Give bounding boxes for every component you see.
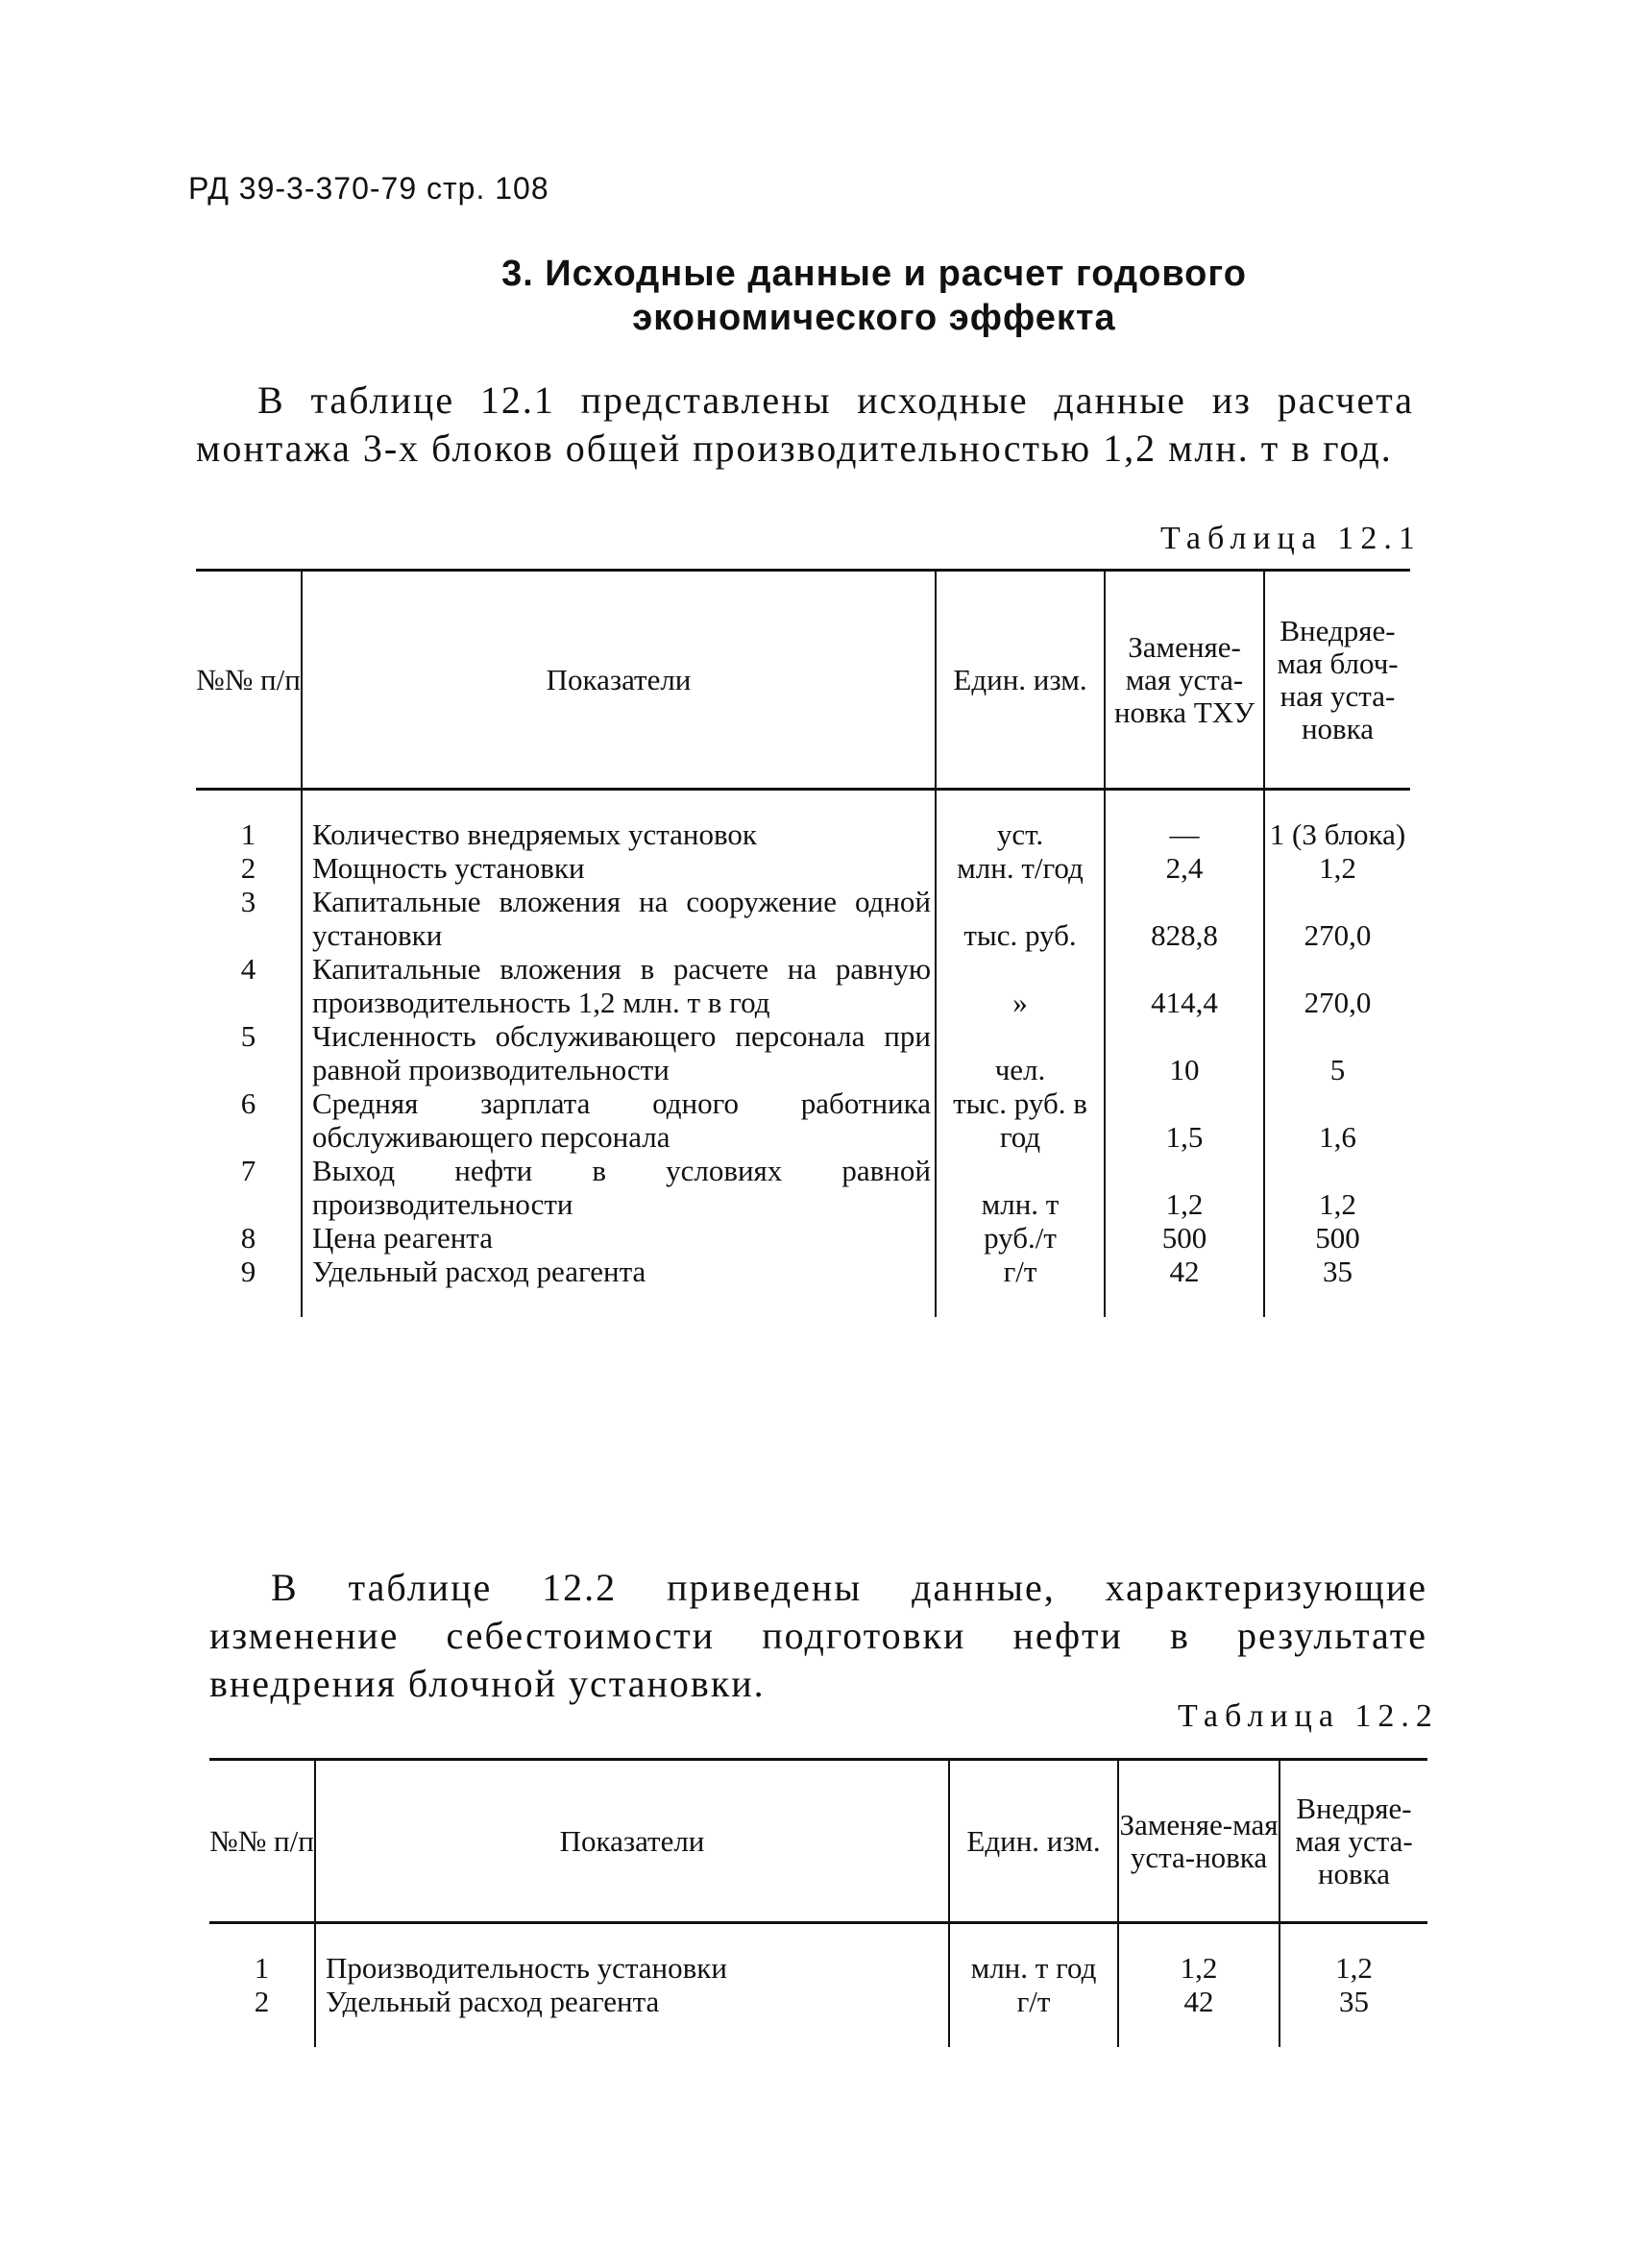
- cell-old: 2,4: [1105, 851, 1264, 885]
- cell-unit: чел.: [936, 1019, 1105, 1086]
- cell-new: 35: [1280, 1985, 1427, 2018]
- header-new: Внедряе-мая блоч-ная уста-новка: [1264, 571, 1410, 790]
- cell-unit: г/т: [949, 1985, 1118, 2018]
- cell-new: 35: [1264, 1255, 1410, 1288]
- table-2-caption: Таблица 12.2: [1178, 1698, 1439, 1734]
- cell-old: 414,4: [1105, 952, 1264, 1019]
- table-row: [196, 885, 1410, 952]
- intro-paragraph: В таблице 12.1 представлены исходные данные из расчета монтажа 3-х блоков общей производительностью 1,2 млн. т в год.: [196, 378, 1414, 470]
- header-name: Показатели: [302, 571, 936, 790]
- table-1-header-row: [196, 571, 1410, 790]
- section-title-line-1: 3. Исходные данные и расчет годового: [501, 254, 1247, 294]
- cell-name: Средняя зарплата одного работника обслуживающего персонала: [302, 1086, 936, 1154]
- table-row: [196, 817, 1410, 851]
- header-old: Заменяе-мая уста-новка ТХУ: [1105, 571, 1264, 790]
- cell-new: 1,2: [1264, 1154, 1410, 1221]
- cell-old: 500: [1105, 1221, 1264, 1255]
- cell-old: 1,2: [1118, 1951, 1280, 1985]
- cell-new: 1,6: [1264, 1086, 1410, 1154]
- cell-new: 1 (3 блока): [1264, 817, 1410, 851]
- cell-name: Численность обслуживающего персонала при равной производительности: [302, 1019, 936, 1086]
- cell-unit: млн. т год: [949, 1951, 1118, 1985]
- cell-unit: тыс. руб. в год: [936, 1086, 1105, 1154]
- header-num: №№ п/п: [196, 571, 302, 790]
- cell-old: 42: [1118, 1985, 1280, 2018]
- cell-old: 10: [1105, 1019, 1264, 1086]
- cell-unit: г/т: [936, 1255, 1105, 1288]
- cell-num: 7: [240, 1154, 256, 1187]
- cell-name: Капитальные вложения на сооружение одной установки: [302, 885, 936, 952]
- cell-num: 2: [254, 1985, 270, 2018]
- cell-unit: руб./т: [936, 1221, 1105, 1255]
- header-name: Показатели: [315, 1760, 949, 1923]
- cell-old: —: [1105, 817, 1264, 851]
- table-row: [196, 851, 1410, 885]
- table-2: [209, 1758, 1427, 2047]
- cell-old: 828,8: [1105, 885, 1264, 952]
- table-2-header-row: [209, 1760, 1427, 1923]
- table-row: [196, 952, 1410, 1019]
- cell-new: 270,0: [1264, 952, 1410, 1019]
- second-paragraph: В таблице 12.2 приведены данные, характеризующие изменение себестоимости подготовки нефти в результате внедрения блочной установки.: [209, 1566, 1427, 1705]
- cell-new: 1,2: [1280, 1951, 1427, 1985]
- table-1: [196, 569, 1410, 1317]
- table-row: [209, 1985, 1427, 2018]
- cell-num: 2: [240, 851, 256, 885]
- table-row: [196, 1255, 1410, 1288]
- cell-new: 1,2: [1264, 851, 1410, 885]
- cell-name: Производительность установки: [315, 1951, 949, 1985]
- section-title: [288, 252, 1460, 340]
- cell-name: Удельный расход реагента: [302, 1255, 936, 1288]
- cell-name: Мощность установки: [302, 851, 936, 885]
- table-row: [196, 1086, 1410, 1154]
- cell-num: 6: [240, 1086, 256, 1120]
- cell-old: 1,5: [1105, 1086, 1264, 1154]
- table-row: [196, 1019, 1410, 1086]
- cell-old: 42: [1105, 1255, 1264, 1288]
- cell-num: 8: [240, 1221, 256, 1255]
- cell-unit: »: [936, 952, 1105, 1019]
- cell-num: 4: [240, 952, 256, 986]
- section-title-line-2: экономического эффекта: [632, 298, 1116, 338]
- cell-num: 1: [254, 1951, 270, 1985]
- header-unit: Един. изм.: [936, 571, 1105, 790]
- header-old: Заменяе-мая уста-новка: [1118, 1760, 1280, 1923]
- page-header: РД 39-3-370-79 стр. 108: [188, 171, 549, 206]
- cell-name: Капитальные вложения в расчете на равную производительность 1,2 млн. т в год: [302, 952, 936, 1019]
- cell-unit: уст.: [936, 817, 1105, 851]
- cell-num: 1: [240, 817, 256, 851]
- cell-num: 5: [240, 1019, 256, 1053]
- cell-name: Количество внедряемых установок: [302, 817, 936, 851]
- cell-new: 270,0: [1264, 885, 1410, 952]
- cell-name: Удельный расход реагента: [315, 1985, 949, 2018]
- cell-new: 5: [1264, 1019, 1410, 1086]
- cell-unit: млн. т: [936, 1154, 1105, 1221]
- cell-unit: млн. т/год: [936, 851, 1105, 885]
- header-new: Внедряе-мая уста-новка: [1280, 1760, 1427, 1923]
- cell-num: 3: [240, 885, 256, 918]
- table-row: [196, 1154, 1410, 1221]
- cell-unit: тыс. руб.: [936, 885, 1105, 952]
- cell-num: 9: [240, 1255, 256, 1288]
- table-row: [209, 1951, 1427, 1985]
- header-unit: Един. изм.: [949, 1760, 1118, 1923]
- header-num: №№ п/п: [209, 1760, 315, 1923]
- table-row: [196, 1221, 1410, 1255]
- cell-new: 500: [1264, 1221, 1410, 1255]
- cell-name: Выход нефти в условиях равной производительности: [302, 1154, 936, 1221]
- cell-old: 1,2: [1105, 1154, 1264, 1221]
- cell-name: Цена реагента: [302, 1221, 936, 1255]
- table-1-caption: Таблица 12.1: [1160, 521, 1422, 556]
